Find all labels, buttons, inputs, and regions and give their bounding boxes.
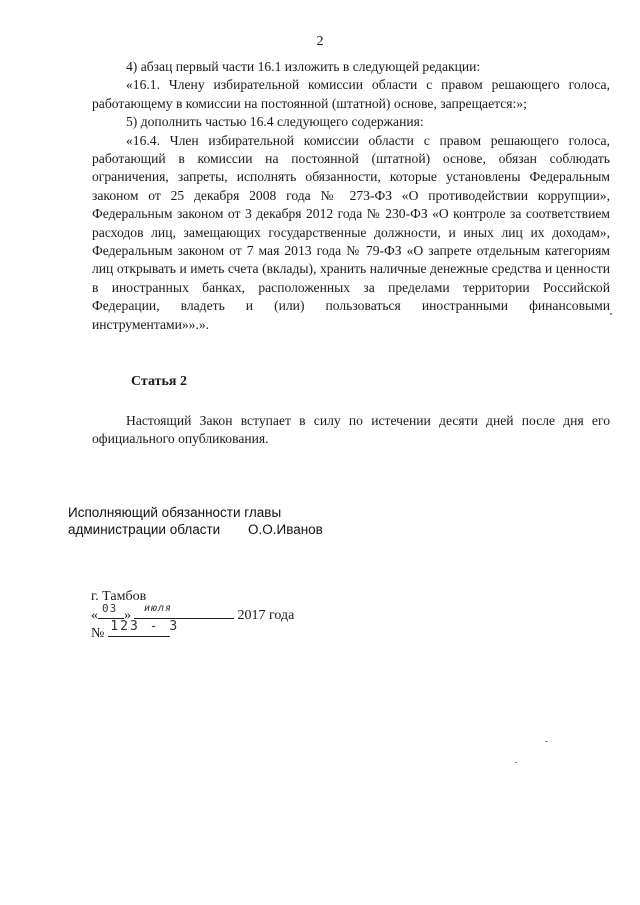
amendment-body bbox=[92, 58, 610, 334]
month-blank bbox=[134, 604, 234, 619]
handwritten-number: 123 - З bbox=[110, 619, 180, 634]
scan-speck bbox=[610, 313, 612, 315]
law-number-line bbox=[91, 619, 180, 643]
paragraph-quote-16-1: «16.1. Члену избирательной комиссии области с правом решающего голоса, работающему в комиссии на постоянной (штатной) основе, запрещается:»; bbox=[92, 77, 610, 111]
scan-speck bbox=[545, 741, 548, 742]
quote-close: » bbox=[124, 608, 131, 623]
number-prefix: № bbox=[91, 626, 105, 641]
place-of-signing: г. Тамбов bbox=[91, 589, 147, 604]
page-number: 2 bbox=[316, 34, 324, 49]
signature-block bbox=[68, 504, 323, 538]
day-blank bbox=[98, 604, 124, 619]
entry-into-force bbox=[92, 412, 610, 449]
signature-title-line2: администрации области bbox=[68, 522, 221, 537]
paragraph-item-5: 5) дополнить частью 16.4 следующего содержания: bbox=[126, 114, 424, 130]
handwritten-month: июля bbox=[144, 603, 173, 614]
handwritten-day: 03 bbox=[102, 602, 118, 615]
signatory-name: О.О.Иванов bbox=[247, 522, 323, 537]
paragraph-quote-16-4: «16.4. Член избирательной комиссии области с правом решающего голоса, работающий в комиссии на постоянной (штатной) основе, обязан соблюдать ограничения, запреты, исполнять обязанности, которые установлены Федеральным законом от 25 декабря 2008 года № 273-ФЗ «О противодействии коррупции», Федеральным законом от 3 декабря 2012 года № 230-ФЗ «О контроле за соответствием расходов лиц, замещающих государственные должности, и иных лиц их доходам», Федеральным законом от 7 мая 2013 года № 79-ФЗ «О запрете отдельным категориям лиц открывать и иметь счета (вклады), хранить наличные денежные средства и ценности в иностранных банках, расположенных за пределами территории Российской Федерации, владеть и (или) пользоваться иностранными финансовыми инструментами»».». bbox=[92, 132, 610, 332]
signature-title-line2-row bbox=[68, 521, 323, 538]
final-paragraph: Настоящий Закон вступает в силу по истечении десяти дней после дня его официального опубликования. bbox=[92, 413, 610, 447]
quote-open: « bbox=[91, 608, 98, 623]
scan-speck bbox=[515, 762, 517, 763]
article-2-heading: Статья 2 bbox=[131, 374, 187, 389]
signature-title-line1: Исполняющий обязанности главы bbox=[68, 505, 282, 520]
year-text: 2017 года bbox=[237, 608, 295, 623]
number-blank bbox=[108, 619, 180, 637]
paragraph-item-4: 4) абзац первый части 16.1 изложить в следующей редакции: bbox=[126, 59, 481, 74]
